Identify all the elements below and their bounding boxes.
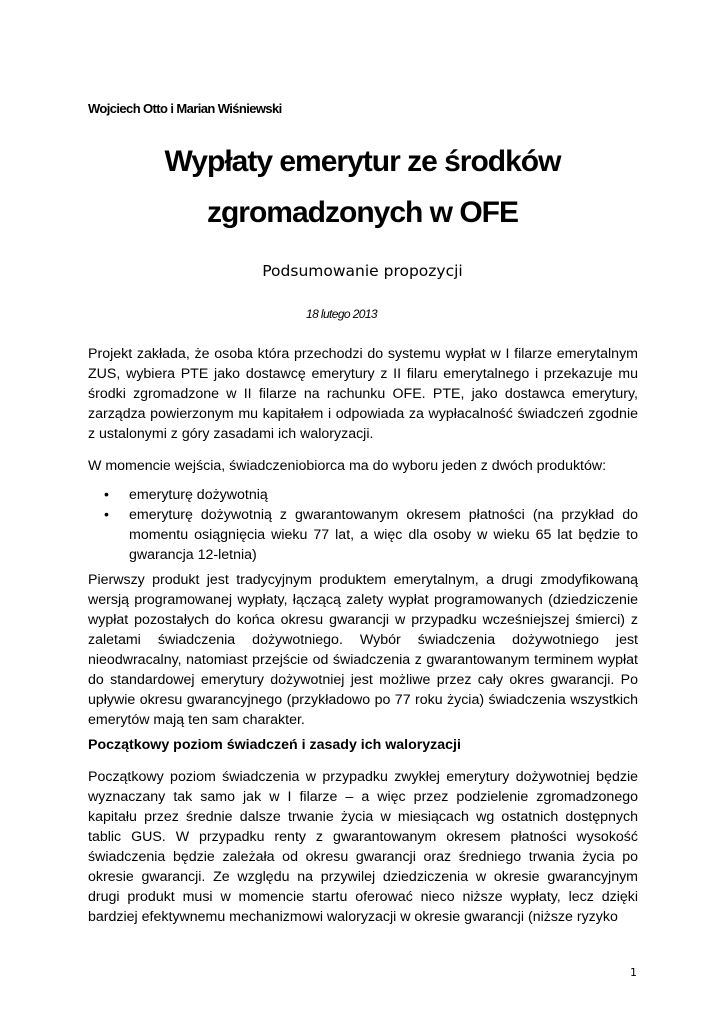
page-number: 1 [630,966,637,979]
paragraph-products: Pierwszy produkt jest tradycyjnym produktem emerytalnym, a drugi zmodyfikowaną wersją programowanej wypłaty, łączącą zalety wypłat programowanych (dziedziczenie wypłat pozostałych do końca okresu gwarancji w przypadku wcześniejszej śmierci) z zaletami świadczenia dożywotniego. Wybór świadczenia dożywotniego jest nieodwracalny, natomiast przejście od świadczenia z gwarantowanym terminem wypłat do standardowej emerytury dożywotniej jest możliwe przez cały okres gwarancji. Po upływie okresu gwarancyjnego (przykładowo po 77 roku życia) świadczenia wszystkich emerytów mają ten sam charakter. [88,572,638,728]
title-line-2: zgromadzonych w OFE [206,196,519,229]
section-heading: Początkowy poziom świadczeń i zasady ich waloryzacji [88,737,461,753]
paragraph-initial-level: Początkowy poziom świadczenia w przypadku zwykłej emerytury dożywotniej będzie wyznaczany tak samo jak w I filarze – a więc przez podzielenie zgromadzonego kapitału przez średnie dalsze trwanie życia w miesiącach wg ostatnich dostępnych tablic GUS. W przypadku renty z gwarantowanym okresem płatności wysokość świadczenia będzie zależała od okresu gwarancji oraz średniego trwania życia po okresie gwarancji. Ze względu na przywilej dziedziczenia w okresie gwarancyjnym drugi produkt musi w momencie startu oferować nieco niższe wypłaty, lecz dzięki bardziej efektywnemu mechanizmowi waloryzacji w okresie gwarancji (niższe ryzyko [88,769,638,925]
paragraph-intro: Projekt zakłada, że osoba która przechodzi do systemu wypłat w I filarze emerytalnym ZUS, wybiera PTE jako dostawcę emerytury z II filaru emerytalnego i przekazuje mu środki zgromadzone w II filarze na rachunku OFE. PTE, jako dostawca emerytury, zarządza powierzonym mu kapitałem i odpowiada za wypłacalność świadczeń zgodnie z ustalonymi z góry zasadami ich waloryzacji. [88,346,638,442]
bullet-icon: • [104,507,109,523]
product-list [88,485,638,565]
list-item [88,485,638,505]
subtitle: Podsumowanie propozycji [262,262,463,280]
document-date: 18 lutego 2013 [306,307,378,321]
paragraph-choice: W momencie wejścia, świadczeniobiorca ma do wyboru jeden z dwóch produktów: [88,458,607,474]
bullet-icon: • [104,487,109,503]
title-line-1: Wypłaty emerytur ze środków [164,145,561,178]
authors: Wojciech Otto i Marian Wiśniewski [88,101,282,116]
list-item [88,505,638,565]
list-item-text: emeryturę dożywotnią z gwarantowanym okresem płatności (na przykład do momentu osiągnięcia wieku 77 lat, a więc dla osoby w wieku 65 lat będzie to gwarancja 12-letnia) [129,507,638,563]
list-item-text: emeryturę dożywotnią [129,487,268,503]
